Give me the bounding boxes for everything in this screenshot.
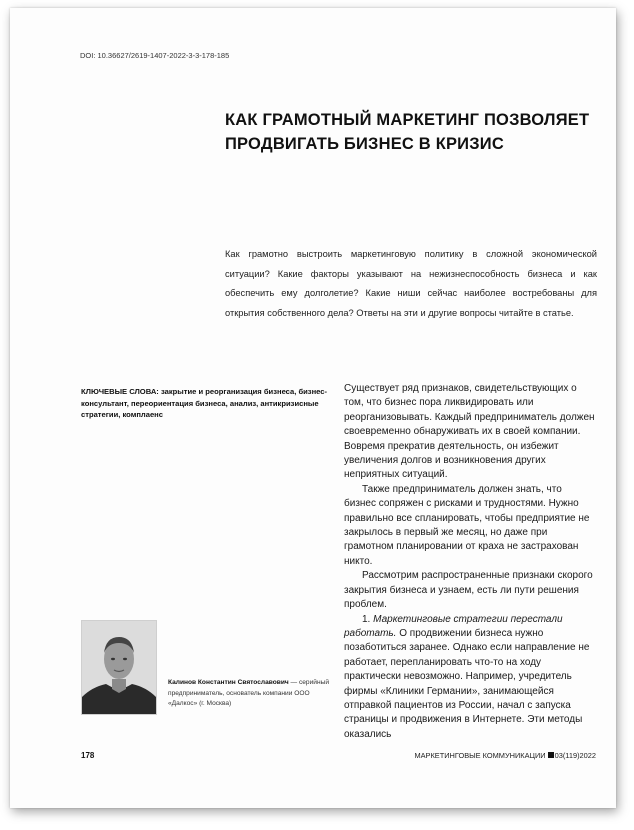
body-paragraph: Существует ряд признаков, свидетельствующих о том, что бизнес пора ликвидировать или реорганизовывать. Каждый предприниматель должен своевременно обнаруживать их в своей компании. Вовремя прекратив деятельность, он избежит увеличения долгов и возникновения других неприятных ситуаций. bbox=[344, 383, 595, 481]
journal-name: МАРКЕТИНГОВЫЕ КОММУНИКАЦИИ bbox=[414, 751, 546, 760]
body-paragraph bbox=[344, 613, 596, 743]
doi-line: DOI: 10.36627/2619-1407-2022-3-3-178-185 bbox=[80, 51, 230, 60]
author-photo bbox=[81, 620, 157, 715]
keywords-block bbox=[81, 386, 339, 421]
article-lead: Как грамотно выстроить маркетинговую политику в сложной экономической ситуации? Какие факторы указывают на нежизнеспособность бизнеса и как обеспечить ему долголетие? Какие ниши сейчас наиболее востребованы для открытия собственного дела? Ответы на эти и другие вопросы читайте в статье. bbox=[225, 249, 597, 318]
keywords-text: закрытие и реорганизация бизнеса, бизнес-консультант, переориентация бизнеса, анализ, антикризисные стратегии, комплаенс bbox=[81, 387, 328, 419]
author-name: Калинов Константин Святославович bbox=[168, 679, 289, 686]
author-description: — серийный предприниматель, основатель компании ООО «Далкос» (г. Москва) bbox=[168, 679, 330, 707]
keywords-label: КЛЮЧЕВЫЕ СЛОВА: bbox=[81, 387, 159, 396]
author-portrait-image bbox=[82, 621, 156, 714]
section-heading-italic: Маркетинговые стратегии перестали работать. bbox=[344, 613, 563, 639]
issue-number: 03(119)2022 bbox=[554, 751, 596, 760]
journal-page bbox=[10, 8, 616, 808]
journal-footer bbox=[414, 751, 596, 760]
article-title: КАК ГРАМОТНЫЙ МАРКЕТИНГ ПОЗВОЛЯЕТ ПРОДВИГАТЬ БИЗНЕС В КРИЗИС bbox=[225, 111, 590, 153]
paragraph-text: О продвижении бизнеса нужно позаботиться заранее. Однако если направление не работает, перепланировать что-то на ходу практически невозможно. Например, учредитель фирмы «Клиники Германии», занимающейся отправкой пациентов из России, начал с запуска страницы и продвижения в Интернете. Эти методы оказались bbox=[344, 627, 590, 740]
page-number: 178 bbox=[81, 751, 95, 760]
list-number: 1. bbox=[362, 613, 371, 625]
author-caption bbox=[168, 678, 336, 710]
separator-square-icon bbox=[548, 752, 554, 758]
body-paragraph: Рассмотрим распространенные признаки скорого закрытия бизнеса и узнаем, есть ли пути решения проблем. bbox=[344, 570, 593, 611]
body-paragraph: Также предприниматель должен знать, что бизнес сопряжен с рисками и трудностями. Нужно правильно все спланировать, чтобы предприятие не закрылось в первый же месяц, но даже при грамотном планировании от краха не застрахован никто. bbox=[344, 483, 590, 567]
article-body bbox=[344, 382, 596, 742]
